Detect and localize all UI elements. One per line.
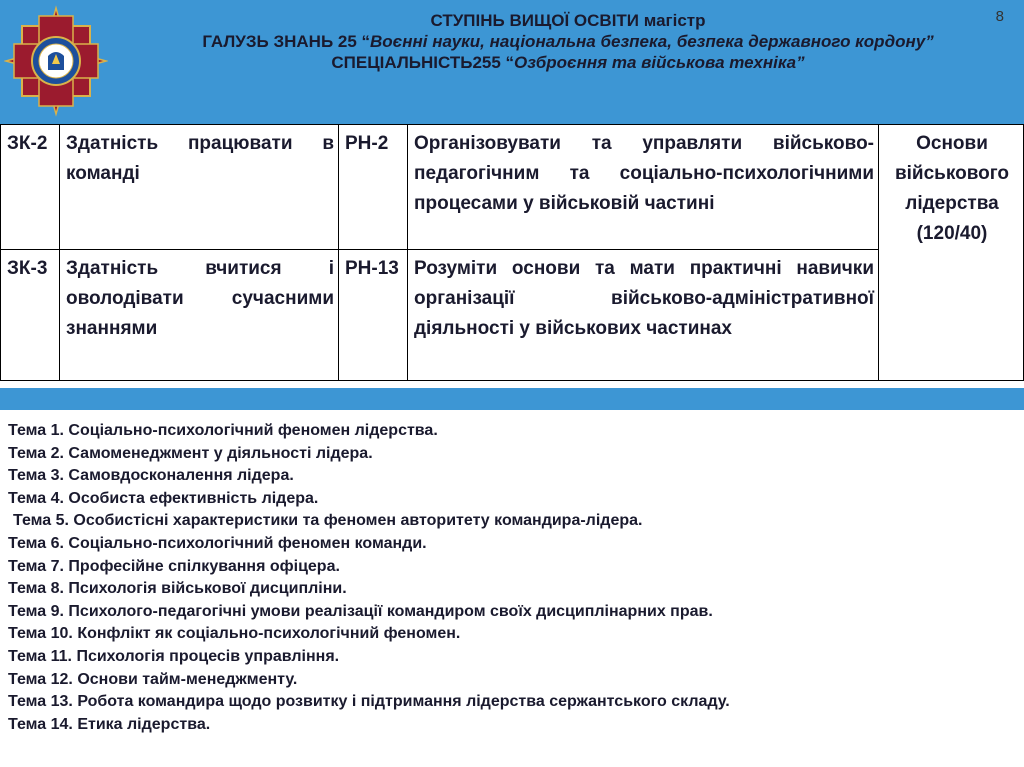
- list-item: Тема 7. Професійне спілкування офіцера.: [8, 557, 340, 575]
- list-item: Тема 14. Етика лідерства.: [8, 715, 211, 733]
- discipline-cell: [879, 125, 1024, 381]
- competence-text: Здатність вчитися і оволодівати сучасними знаннями: [60, 250, 339, 381]
- list-item: Тема 3. Самовдосконалення лідера.: [8, 467, 294, 485]
- competence-code: ЗК-3: [1, 250, 60, 381]
- field-line: ГАЛУЗЬ ЗНАНЬ 25 “Воєнні науки, національна безпека, безпека державного кордону”: [202, 32, 934, 51]
- discipline-line: Основи: [916, 133, 988, 154]
- specialty-line: СПЕЦІАЛЬНІСТЬ255 “Озброєння та військова техніка”: [331, 53, 805, 72]
- list-item: Тема 5. Особистісні характеристики та феномен авторитету командира-лідера.: [13, 512, 643, 530]
- header-title: [120, 10, 1016, 73]
- list-item: Тема 9. Психолого-педагогічні умови реалізації командиром своїх дисциплінарних прав.: [8, 602, 713, 620]
- table-row: [1, 125, 1024, 250]
- list-item: Тема 11. Психологія процесів управління.: [8, 647, 340, 665]
- list-item: Тема 13. Робота командира щодо розвитку і підтримання лідерства сержантського складу.: [8, 693, 730, 711]
- slide-number: 8: [995, 8, 1004, 25]
- discipline-hours: (120/40): [916, 223, 988, 244]
- topics-list: [8, 420, 1018, 736]
- list-item: Тема 4. Особиста ефективність лідера.: [8, 489, 319, 507]
- competence-code: ЗК-2: [1, 125, 60, 250]
- list-item: Тема 10. Конфлікт як соціально-психологічний феномен.: [8, 625, 461, 643]
- competence-table: [0, 124, 1024, 381]
- academy-emblem-icon: [4, 4, 108, 118]
- divider-stripe: [0, 388, 1024, 410]
- competence-text: Здатність працювати в команді: [60, 125, 339, 250]
- table-row: [1, 250, 1024, 381]
- result-code: РН-13: [339, 250, 408, 381]
- list-item: Тема 6. Соціально-психологічний феномен команди.: [8, 534, 427, 552]
- result-text: Організовувати та управляти військово-педагогічним та соціально-психологічними процесами у військовій частині: [408, 125, 879, 250]
- slide-header: [0, 0, 1024, 124]
- result-text: Розуміти основи та мати практичні навички організації військово-адміністративної діяльності у військових частинах: [408, 250, 879, 381]
- list-item: Тема 8. Психологія військової дисципліни.: [8, 580, 347, 598]
- list-item: Тема 2. Самоменеджмент у діяльності лідера.: [8, 444, 373, 462]
- result-code: РН-2: [339, 125, 408, 250]
- discipline-line: військового: [894, 163, 1010, 184]
- list-item: Тема 1. Соціально-психологічний феномен лідерства.: [8, 422, 438, 439]
- list-item: Тема 12. Основи тайм-менеджменту.: [8, 670, 298, 688]
- degree-line: СТУПІНЬ ВИЩОЇ ОСВІТИ магістр: [430, 11, 706, 30]
- discipline-line: лідерства: [905, 193, 999, 214]
